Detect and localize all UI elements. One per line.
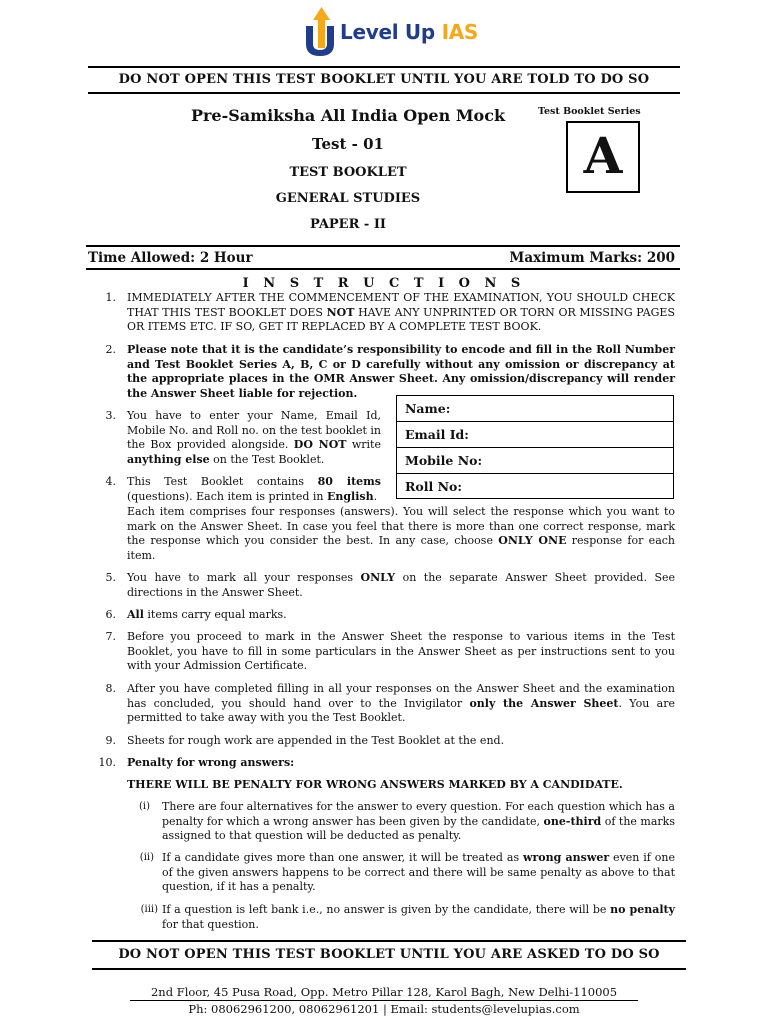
text: write (346, 438, 381, 452)
subject-label: GENERAL STUDIES (275, 191, 421, 206)
text-bold: wrong answer (523, 851, 610, 864)
bottom-banner-rule-upper (92, 940, 686, 942)
text: . You are permitted to take away with you the Test Booklet. (127, 696, 675, 725)
logo-brand-accent: IAS (441, 20, 478, 44)
instruction-1 (127, 291, 675, 335)
penalty-rule-1 (162, 800, 675, 844)
penalty-notice: THERE WILL BE PENALTY FOR WRONG ANSWERS MARKED BY A CANDIDATE. (127, 778, 623, 791)
series-box: A (566, 121, 640, 193)
text: You have to enter your Name, Email Id, Mobile No. and Roll no. on the test booklet in the Box provided alongside. (127, 409, 381, 452)
text: (questions). Each item is printed in (127, 489, 327, 503)
text: There are four alternatives for the answer to every question. For each question which has a penalty for which a wrong answer has been given by the candidate, (162, 800, 675, 828)
email-field[interactable]: Email Id: (397, 422, 673, 448)
text-bold: All (127, 608, 144, 621)
text: items carry equal marks. (143, 608, 287, 621)
bottom-banner: DO NOT OPEN THIS TEST BOOKLET UNTIL YOU ARE ASKED TO DO SO (118, 947, 660, 962)
text: on the Test Booklet. (209, 452, 325, 466)
name-field[interactable]: Name: (397, 396, 673, 422)
series-label: Test Booklet Series (538, 106, 641, 117)
instruction-4-part-a (127, 475, 381, 504)
instruction-5 (127, 571, 675, 600)
test-number: Test - 01 (312, 135, 384, 153)
item-number: 10. (98, 756, 116, 769)
text-bold: 80 items (317, 475, 381, 488)
item-number: 8. (105, 682, 116, 695)
text: on the separate Answer Sheet provided. See directions in the Answer Sheet. (127, 571, 675, 599)
text: even if one of the given answers happens to be correct and there will be same penalty as above to that question, if it has a penalty. (162, 851, 676, 894)
item-number: 3. (105, 409, 116, 422)
text: for that question. (162, 917, 259, 931)
text-bold: ONLY (360, 571, 396, 584)
text: Each item comprises four responses (answers). You will select the response which you want to mark on the Answer Sheet. In case you feel that there is more than one correct response, mark the response which you consider the best. In any case, choose (127, 505, 675, 548)
exam-title: Pre-Samiksha All India Open Mock (190, 106, 506, 125)
text: You have to mark all your responses (127, 571, 361, 584)
text: of the marks assigned to that question will be deducted as penalty. (162, 814, 675, 843)
logo-brand-main: Level Up (340, 20, 442, 44)
item-number: 7. (105, 630, 116, 643)
text: IMMEDIATELY AFTER THE COMMENCEMENT OF THE EXAMINATION, YOU SHOULD CHECK THAT THIS TEST BOOKLET DOES (127, 291, 675, 319)
instruction-8 (127, 682, 675, 726)
footer-rule (130, 1000, 638, 1001)
instruction-6 (127, 608, 675, 623)
time-allowed: Time Allowed: 2 Hour (88, 250, 253, 266)
logo-wordmark (340, 20, 478, 44)
item-number: 6. (105, 608, 116, 621)
top-banner-rule-lower (88, 92, 680, 94)
footer-address: 2nd Floor, 45 Pusa Road, Opp. Metro Pillar 128, Karol Bagh, New Delhi-110005 (150, 985, 618, 999)
maximum-marks: Maximum Marks: 200 (509, 250, 675, 266)
meta-rule-lower (86, 268, 680, 270)
sub-item-number: (ii) (139, 852, 154, 863)
item-number: 4. (105, 475, 116, 488)
roll-number-field[interactable]: Roll No: (405, 479, 462, 494)
paper-label: PAPER - II (309, 217, 386, 232)
candidate-details-box (396, 395, 674, 499)
text-bold: DO NOT (293, 438, 347, 452)
text: response for each item. (127, 534, 675, 562)
item-number: 1. (105, 291, 116, 304)
footer-contact: Ph: 08062961200, 08062961201 | Email: students@levelupias.com (188, 1002, 580, 1016)
text-bold: no penalty (610, 903, 675, 916)
item-number: 5. (105, 571, 116, 584)
item-number: 2. (105, 343, 116, 356)
instruction-10-heading: Penalty for wrong answers: (127, 756, 295, 769)
instruction-2: Please note that it is the candidate’s responsibility to encode and fill in the Roll Number and Test Booklet Series A, B, C or D carefully without any omission or discrepancy at the appropriate places in the OMR Answer Sheet. Any omission/discrepancy will render the Answer Sheet liable for rejection. (127, 343, 675, 400)
text: After you have completed filling in all your responses on the Answer Sheet and the examination has concluded, you should hand over to the Invigilator (127, 682, 675, 710)
bottom-banner-rule-lower (92, 968, 686, 970)
text-bold: one-third (543, 814, 602, 828)
text-bold: NOT (326, 305, 355, 319)
text-bold: only the Answer Sheet (469, 696, 619, 710)
instruction-3 (127, 409, 381, 467)
booklet-label: TEST BOOKLET (289, 165, 407, 180)
penalty-rule-2 (162, 851, 675, 895)
meta-rule-upper (86, 245, 680, 247)
text: . (373, 489, 378, 503)
text-bold: anything else (127, 452, 210, 466)
instruction-9: Sheets for rough work are appended in the Test Booklet at the end. (127, 734, 505, 747)
sub-item-number: (iii) (140, 904, 158, 915)
penalty-rule-3 (162, 903, 675, 932)
top-banner-rule-upper (88, 66, 680, 68)
text: If a candidate gives more than one answer, it will be treated as (162, 851, 524, 864)
text: HAVE ANY UNPRINTED OR TORN OR MISSING PAGES OR ITEMS ETC. IF SO, GET IT REPLACED BY A COMPLETE TEST BOOK. (127, 305, 675, 334)
mobile-field[interactable]: Mobile No: (397, 448, 673, 474)
item-number: 9. (105, 734, 116, 747)
text-bold: ONLY ONE (498, 534, 567, 548)
instructions-heading: I N S T R U C T I O N S (242, 276, 526, 291)
instruction-7: Before you proceed to mark in the Answer Sheet the response to various items in the Test Booklet, you have to fill in some particulars in the Answer Sheet as per instructions sent to you with your Admission Certificate. (127, 630, 675, 673)
text: This Test Booklet contains (127, 475, 318, 488)
text-bold: English (326, 489, 374, 503)
sub-item-number: (i) (138, 801, 150, 812)
text: If a question is left bank i.e., no answer is given by the candidate, there will be (162, 903, 611, 916)
instruction-4-part-b (127, 505, 675, 563)
top-banner: DO NOT OPEN THIS TEST BOOKLET UNTIL YOU ARE TOLD TO DO SO (118, 72, 650, 87)
